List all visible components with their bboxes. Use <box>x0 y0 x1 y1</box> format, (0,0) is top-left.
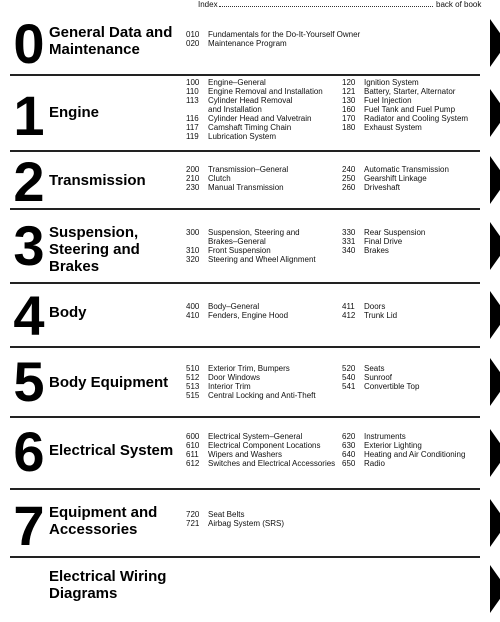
section-4[interactable] <box>10 284 480 348</box>
entry-label: Exterior Trim, Bumpers <box>208 364 290 373</box>
entry-code: 610 <box>186 441 200 450</box>
section-title <box>49 568 189 602</box>
entry-code: 720 <box>186 510 200 519</box>
entry-code: 520 <box>342 364 356 373</box>
section-tab-arrow-icon[interactable] <box>490 499 500 547</box>
section-number: 7 <box>13 494 45 557</box>
entry-label: Cylinder Head Removal <box>208 96 293 105</box>
entry-code: 121 <box>342 87 356 96</box>
entry-label: Fundamentals for the Do-It-Yourself Owner <box>208 30 361 39</box>
entry-label: Rear Suspension <box>364 228 426 237</box>
index-leader-dots <box>219 6 433 7</box>
entry-label: Instruments <box>364 432 406 441</box>
entry-label: Doors <box>364 302 386 311</box>
entry-code: 200 <box>186 165 200 174</box>
back-of-book-label[interactable]: back of book <box>436 0 482 9</box>
entry-code: 180 <box>342 123 356 132</box>
section-title <box>49 224 189 275</box>
entry-code: 300 <box>186 228 200 237</box>
entry-label: Door Windows <box>208 373 261 382</box>
entry-code: 116 <box>186 114 199 123</box>
entry-code: 210 <box>186 174 200 183</box>
entry-label: Automatic Transmission <box>364 165 449 174</box>
entry-code: 510 <box>186 364 200 373</box>
section-tab-arrow-icon[interactable] <box>490 358 500 406</box>
entry-code: 620 <box>342 432 356 441</box>
section-title-line: Equipment and <box>49 504 158 521</box>
section-title-line: Steering and <box>49 241 140 258</box>
section-tab-arrow-icon[interactable] <box>490 565 500 613</box>
section-title-line: General Data and <box>49 24 173 41</box>
entry-label: Maintenance Program <box>208 39 287 48</box>
section-wiring[interactable] <box>10 558 480 620</box>
entry-label: Sunroof <box>364 373 393 382</box>
entry-label: Battery, Starter, Alternator <box>364 87 456 96</box>
entry-label: Interior Trim <box>208 382 251 391</box>
entry-label: Driveshaft <box>364 183 401 192</box>
entry-label: Fuel Tank and Fuel Pump <box>364 105 456 114</box>
section-title-line: Engine <box>49 104 100 121</box>
entry-label: Exterior Lighting <box>364 441 422 450</box>
entry-code: 540 <box>342 373 356 382</box>
entry-code: 400 <box>186 302 200 311</box>
section-tab-arrow-icon[interactable] <box>490 19 500 67</box>
entry-code: 630 <box>342 441 356 450</box>
entry-code: 110 <box>186 87 199 96</box>
section-3[interactable] <box>10 210 480 284</box>
entry-code: 117 <box>186 123 199 132</box>
entry-code: 600 <box>186 432 200 441</box>
section-tab-arrow-icon[interactable] <box>490 222 500 270</box>
section-title-line: Transmission <box>49 172 146 189</box>
entry-label: Seats <box>364 364 385 373</box>
entry-code: 410 <box>186 311 200 320</box>
section-2[interactable] <box>10 150 480 213</box>
entry-code: 120 <box>342 78 356 87</box>
entry-label: Clutch <box>208 174 231 183</box>
entry-label: Radiator and Cooling System <box>364 114 469 123</box>
entry-code: 412 <box>342 311 356 320</box>
section-1[interactable] <box>10 76 480 152</box>
entry-label: Steering and Wheel Alignment <box>208 255 316 264</box>
section-0[interactable] <box>10 12 480 76</box>
section-title-line: Suspension, <box>49 224 139 241</box>
section-number: 6 <box>13 420 45 483</box>
section-title <box>49 504 189 538</box>
entry-code: 310 <box>186 246 200 255</box>
section-tab-arrow-icon[interactable] <box>490 291 500 339</box>
index-header <box>0 0 500 12</box>
entry-label: Gearshift Linkage <box>364 174 427 183</box>
entry-code: 320 <box>186 255 200 264</box>
entry-label: Suspension, Steering and <box>208 228 300 237</box>
entry-label: Engine Removal and Installation <box>208 87 323 96</box>
section-tab-arrow-icon[interactable] <box>490 429 500 477</box>
entry-label: Ignition System <box>364 78 419 87</box>
entry-label: Exhaust System <box>364 123 422 132</box>
section-title-line: Diagrams <box>49 585 118 602</box>
entry-label: Electrical System–General <box>208 432 303 441</box>
section-title <box>49 24 189 58</box>
entry-code: 260 <box>342 183 356 192</box>
section-number: 3 <box>13 214 45 277</box>
section-title <box>49 172 189 189</box>
section-7[interactable] <box>10 490 480 558</box>
entry-code: 721 <box>186 519 200 528</box>
entry-label: Trunk Lid <box>364 311 398 320</box>
entry-code: 230 <box>186 183 200 192</box>
entry-label: Fuel Injection <box>364 96 412 105</box>
entry-label: Engine–General <box>208 78 266 87</box>
entry-code: 340 <box>342 246 356 255</box>
entry-code: 513 <box>186 382 200 391</box>
entry-code: 010 <box>186 30 200 39</box>
section-number: 0 <box>13 12 45 75</box>
entry-label: Fenders, Engine Hood <box>208 311 289 320</box>
entry-label: Camshaft Timing Chain <box>208 123 292 132</box>
entry-label: Radio <box>364 459 385 468</box>
section-5[interactable] <box>10 348 480 418</box>
entry-code: 170 <box>342 114 356 123</box>
section-tab-arrow-icon[interactable] <box>490 156 500 204</box>
entry-code: 130 <box>342 96 356 105</box>
entry-label: Wipers and Washers <box>208 450 282 459</box>
entry-code: 020 <box>186 39 200 48</box>
section-6[interactable] <box>10 418 480 490</box>
entry-code: 113 <box>186 96 199 105</box>
entry-code: 240 <box>342 165 356 174</box>
entry-label: Convertible Top <box>364 382 420 391</box>
entry-label: and Installation <box>208 105 262 114</box>
index-label: Index <box>198 0 218 9</box>
entry-code: 650 <box>342 459 356 468</box>
entry-label: Body–General <box>208 302 260 311</box>
section-number: 2 <box>13 150 45 213</box>
section-number: 4 <box>13 284 45 347</box>
section-number: 1 <box>13 84 45 147</box>
entry-code: 119 <box>186 132 199 141</box>
entry-label: Airbag System (SRS) <box>208 519 285 528</box>
section-title-line: Body Equipment <box>49 374 169 391</box>
section-title-line: Body <box>49 304 87 321</box>
section-title <box>49 104 189 121</box>
entry-label: Electrical Component Locations <box>208 441 321 450</box>
entry-code: 541 <box>342 382 356 391</box>
section-title-line: Accessories <box>49 521 138 538</box>
entry-label: Brakes–General <box>208 237 266 246</box>
entry-code: 512 <box>186 373 200 382</box>
section-title-line: Brakes <box>49 258 100 275</box>
entry-code: 611 <box>186 450 199 459</box>
entry-code: 160 <box>342 105 356 114</box>
entry-code: 100 <box>186 78 200 87</box>
entry-label: Switches and Electrical Accessories <box>208 459 336 468</box>
entry-label: Final Drive <box>364 237 403 246</box>
section-title <box>49 374 189 391</box>
entry-label: Central Locking and Anti-Theft <box>208 391 316 400</box>
entry-label: Manual Transmission <box>208 183 284 192</box>
entry-code: 612 <box>186 459 200 468</box>
section-title-line: Electrical Wiring <box>49 568 167 585</box>
entry-label: Seat Belts <box>208 510 245 519</box>
section-tab-arrow-icon[interactable] <box>490 89 500 137</box>
entry-label: Front Suspension <box>208 246 271 255</box>
entry-label: Transmission–General <box>208 165 289 174</box>
entry-code: 640 <box>342 450 356 459</box>
entry-label: Lubrication System <box>208 132 277 141</box>
section-title-line: Electrical System <box>49 442 174 459</box>
section-title <box>49 442 189 459</box>
entry-code: 250 <box>342 174 356 183</box>
entry-code: 515 <box>186 391 200 400</box>
section-title-line: Maintenance <box>49 41 140 58</box>
entry-code: 331 <box>342 237 356 246</box>
entry-code: 330 <box>342 228 356 237</box>
section-title <box>49 304 189 321</box>
entry-label: Brakes <box>364 246 389 255</box>
entry-code: 411 <box>342 302 355 311</box>
section-number: 5 <box>13 350 45 413</box>
entry-label: Cylinder Head and Valvetrain <box>208 114 312 123</box>
entry-label: Heating and Air Conditioning <box>364 450 466 459</box>
